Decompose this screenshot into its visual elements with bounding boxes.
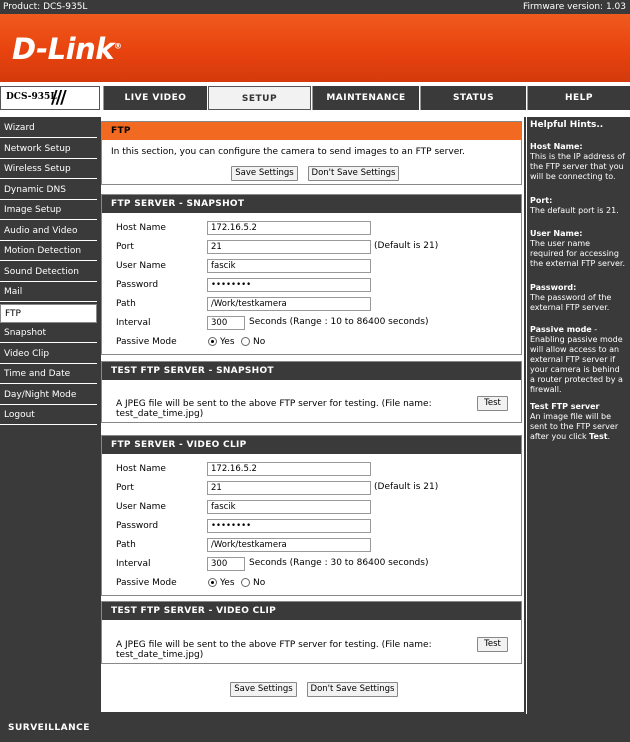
videoclip-path-input[interactable]: /Work/testkamera <box>207 538 371 552</box>
videoclip-host-input[interactable]: 172.16.5.2 <box>207 462 371 476</box>
footer-surveillance: SURVEILLANCE <box>0 714 630 742</box>
sidebar-item-mail[interactable]: Mail <box>0 283 97 302</box>
sidebar-item-wireless-setup[interactable]: Wireless Setup <box>0 160 97 179</box>
sidebar-item-audio-video[interactable]: Audio and Video <box>0 222 97 241</box>
videoclip-password-label: Password <box>116 521 159 531</box>
videoclip-passive-label: Passive Mode <box>116 578 177 588</box>
snapshot-path-label: Path <box>116 299 136 309</box>
videoclip-interval-label: Interval <box>116 559 151 569</box>
tab-maintenance[interactable]: MAINTENANCE <box>312 86 419 110</box>
hint-passive-block <box>530 325 626 395</box>
ftp-title: FTP <box>102 122 521 140</box>
save-settings-button-top[interactable]: Save Settings <box>231 166 298 181</box>
model-label: DCS-935L <box>6 92 57 102</box>
sidebar-item-ftp[interactable]: FTP <box>0 304 97 323</box>
snapshot-user-input[interactable]: fascik <box>207 259 371 273</box>
snapshot-passive-yes-label: Yes <box>220 337 235 347</box>
test-videoclip-title: TEST FTP SERVER - VIDEO CLIP <box>102 602 521 620</box>
videoclip-password-input[interactable]: •••••••• <box>207 519 371 533</box>
snapshot-passive-label: Passive Mode <box>116 337 177 347</box>
tab-status[interactable]: STATUS <box>420 86 526 110</box>
videoclip-interval-note: Seconds (Range : 30 to 86400 seconds) <box>249 558 429 568</box>
save-settings-button-bottom[interactable]: Save Settings <box>230 682 297 697</box>
hint-password-text: The password of the external FTP server. <box>530 293 612 312</box>
ftp-snapshot-panel <box>101 194 522 355</box>
hints-title: Helpful Hints.. <box>530 120 604 130</box>
hint-passive-heading: Passive mode <box>530 325 592 334</box>
snapshot-port-input[interactable]: 21 <box>207 240 371 254</box>
snapshot-password-input[interactable]: •••••••• <box>207 278 371 292</box>
hint-test-block <box>530 412 626 442</box>
videoclip-section-title: FTP SERVER - VIDEO CLIP <box>102 436 521 454</box>
sidebar-item-snapshot[interactable]: Snapshot <box>0 324 97 343</box>
sidebar-item-sound-detection[interactable]: Sound Detection <box>0 263 97 282</box>
videoclip-passive-no-radio[interactable] <box>241 578 250 587</box>
sidebar-item-motion-detection[interactable]: Motion Detection <box>0 242 97 261</box>
sidebar-item-day-night[interactable]: Day/Night Mode <box>0 386 97 405</box>
videoclip-path-label: Path <box>116 540 136 550</box>
slash-decoration: /// <box>51 87 65 108</box>
hint-host-text: This is the IP address of the FTP server that you will be connecting to. <box>530 152 625 181</box>
dont-save-settings-button-top[interactable]: Don't Save Settings <box>308 166 399 181</box>
hint-test-period: . <box>607 432 611 441</box>
snapshot-user-label: User Name <box>116 261 166 271</box>
videoclip-host-label: Host Name <box>116 464 166 474</box>
sidebar-item-time-date[interactable]: Time and Date <box>0 365 97 384</box>
tab-setup[interactable]: SETUP <box>208 86 311 110</box>
videoclip-port-label: Port <box>116 483 134 493</box>
snapshot-passive-yes-radio[interactable] <box>208 337 217 346</box>
tab-live-video[interactable]: LIVE VIDEO <box>103 86 207 110</box>
snapshot-passive-no-label: No <box>253 337 266 347</box>
test-videoclip-text: A JPEG file will be sent to the above FTP server for testing. (File name: test_date_time.jpg) <box>116 640 432 660</box>
videoclip-passive-no-label: No <box>253 578 266 588</box>
firmware-label: Firmware version: 1.03 <box>522 2 626 12</box>
ftp-videoclip-panel <box>101 435 522 596</box>
snapshot-port-label: Port <box>116 242 134 252</box>
snapshot-interval-input[interactable]: 300 <box>207 316 245 330</box>
snapshot-host-label: Host Name <box>116 223 166 233</box>
snapshot-passive-no-radio[interactable] <box>241 337 250 346</box>
ftp-intro-panel <box>101 121 522 185</box>
videoclip-interval-input[interactable]: 300 <box>207 557 245 571</box>
snapshot-password-label: Password <box>116 280 159 290</box>
sidebar-item-network-setup[interactable]: Network Setup <box>0 140 97 159</box>
product-label: Product: DCS-935L <box>3 2 88 12</box>
snapshot-host-input[interactable]: 172.16.5.2 <box>207 221 371 235</box>
dont-save-settings-button-bottom[interactable]: Don't Save Settings <box>307 682 398 697</box>
hint-test-heading: Test FTP server <box>530 402 600 411</box>
ftp-description: In this section, you can configure the camera to send images to an FTP server. <box>111 147 465 157</box>
brand-banner <box>0 14 630 82</box>
model-badge <box>0 86 100 110</box>
sidebar-item-wizard[interactable]: Wizard <box>0 119 97 138</box>
hint-password-heading: Password: <box>530 283 577 292</box>
snapshot-section-title: FTP SERVER - SNAPSHOT <box>102 195 521 213</box>
sidebar-item-dynamic-dns[interactable]: Dynamic DNS <box>0 181 97 200</box>
videoclip-user-input[interactable]: fascik <box>207 500 371 514</box>
test-snapshot-title: TEST FTP SERVER - SNAPSHOT <box>102 362 521 380</box>
top-bar <box>0 0 630 14</box>
videoclip-passive-yes-radio[interactable] <box>208 578 217 587</box>
test-snapshot-text: A JPEG file will be sent to the above FTP server for testing. (File name: test_date_time.jpg) <box>116 399 432 419</box>
hint-port-heading: Port: <box>530 196 553 205</box>
test-snapshot-button[interactable]: Test <box>477 396 508 411</box>
videoclip-port-note: (Default is 21) <box>374 482 439 492</box>
snapshot-port-note: (Default is 21) <box>374 241 439 251</box>
test-videoclip-button[interactable]: Test <box>477 637 508 652</box>
hint-user-heading: User Name: <box>530 229 583 238</box>
test-snapshot-panel <box>101 361 522 423</box>
tab-help[interactable]: HELP <box>527 86 630 110</box>
hint-user-text: The user name required for accessing the external FTP server. <box>530 239 625 268</box>
hint-passive-text: - Enabling passive mode will allow access to an external FTP server if your camera is behind a router protected by a firewall. <box>530 325 623 394</box>
test-videoclip-panel <box>101 601 522 664</box>
hint-host-heading: Host Name: <box>530 142 583 151</box>
sidebar-item-video-clip[interactable]: Video Clip <box>0 345 97 364</box>
sidebar-item-image-setup[interactable]: Image Setup <box>0 201 97 220</box>
videoclip-passive-yes-label: Yes <box>220 578 235 588</box>
hint-test-bold: Test <box>589 432 608 441</box>
snapshot-interval-label: Interval <box>116 318 151 328</box>
helpful-hints-panel <box>527 117 630 714</box>
hint-test-text: An image file will be sent to the FTP server after you click <box>530 412 619 441</box>
sidebar-item-logout[interactable]: Logout <box>0 406 97 425</box>
dlink-logo: D-Link® <box>12 32 122 66</box>
snapshot-interval-note: Seconds (Range : 10 to 86400 seconds) <box>249 317 429 327</box>
hint-port-text: The default port is 21. <box>530 206 619 215</box>
videoclip-user-label: User Name <box>116 502 166 512</box>
snapshot-path-input[interactable]: /Work/testkamera <box>207 297 371 311</box>
videoclip-port-input[interactable]: 21 <box>207 481 371 495</box>
